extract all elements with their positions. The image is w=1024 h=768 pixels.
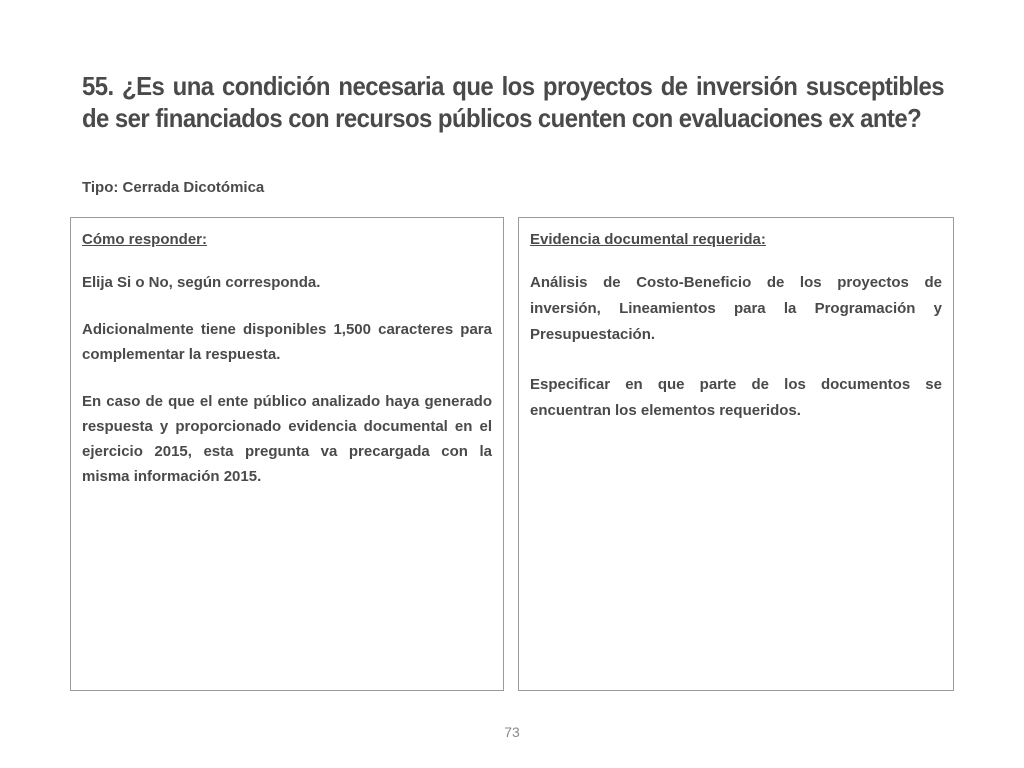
evidence-paragraph: Especificar en que parte de los documentos se encuentran los elementos requeridos. bbox=[530, 376, 942, 419]
required-evidence-box bbox=[518, 217, 954, 691]
question-title: 55. ¿Es una condición necesaria que los proyectos de inversión susceptibles de ser financiados con recursos públicos cuenten con evaluaciones ex ante? bbox=[82, 71, 945, 133]
how-to-answer-box bbox=[70, 217, 504, 691]
page-number: 73 bbox=[504, 724, 520, 740]
instruction-paragraph: Elija Si o No, según corresponda. bbox=[82, 274, 321, 291]
how-to-answer-heading: Cómo responder: bbox=[82, 231, 208, 248]
required-evidence-heading: Evidencia documental requerida: bbox=[530, 231, 766, 248]
question-type: Tipo: Cerrada Dicotómica bbox=[82, 179, 265, 196]
instruction-paragraph: Adicionalmente tiene disponibles 1,500 caracteres para complementar la respuesta. bbox=[82, 321, 492, 363]
evidence-paragraph: Análisis de Costo-Beneficio de los proyectos de inversión, Lineamientos para la Programación y Presupuestación. bbox=[530, 274, 942, 343]
instruction-paragraph: En caso de que el ente público analizado haya generado respuesta y proporcionado evidencia documental en el ejercicio 2015, esta pregunta va precargada con la misma información 2015. bbox=[82, 393, 492, 485]
